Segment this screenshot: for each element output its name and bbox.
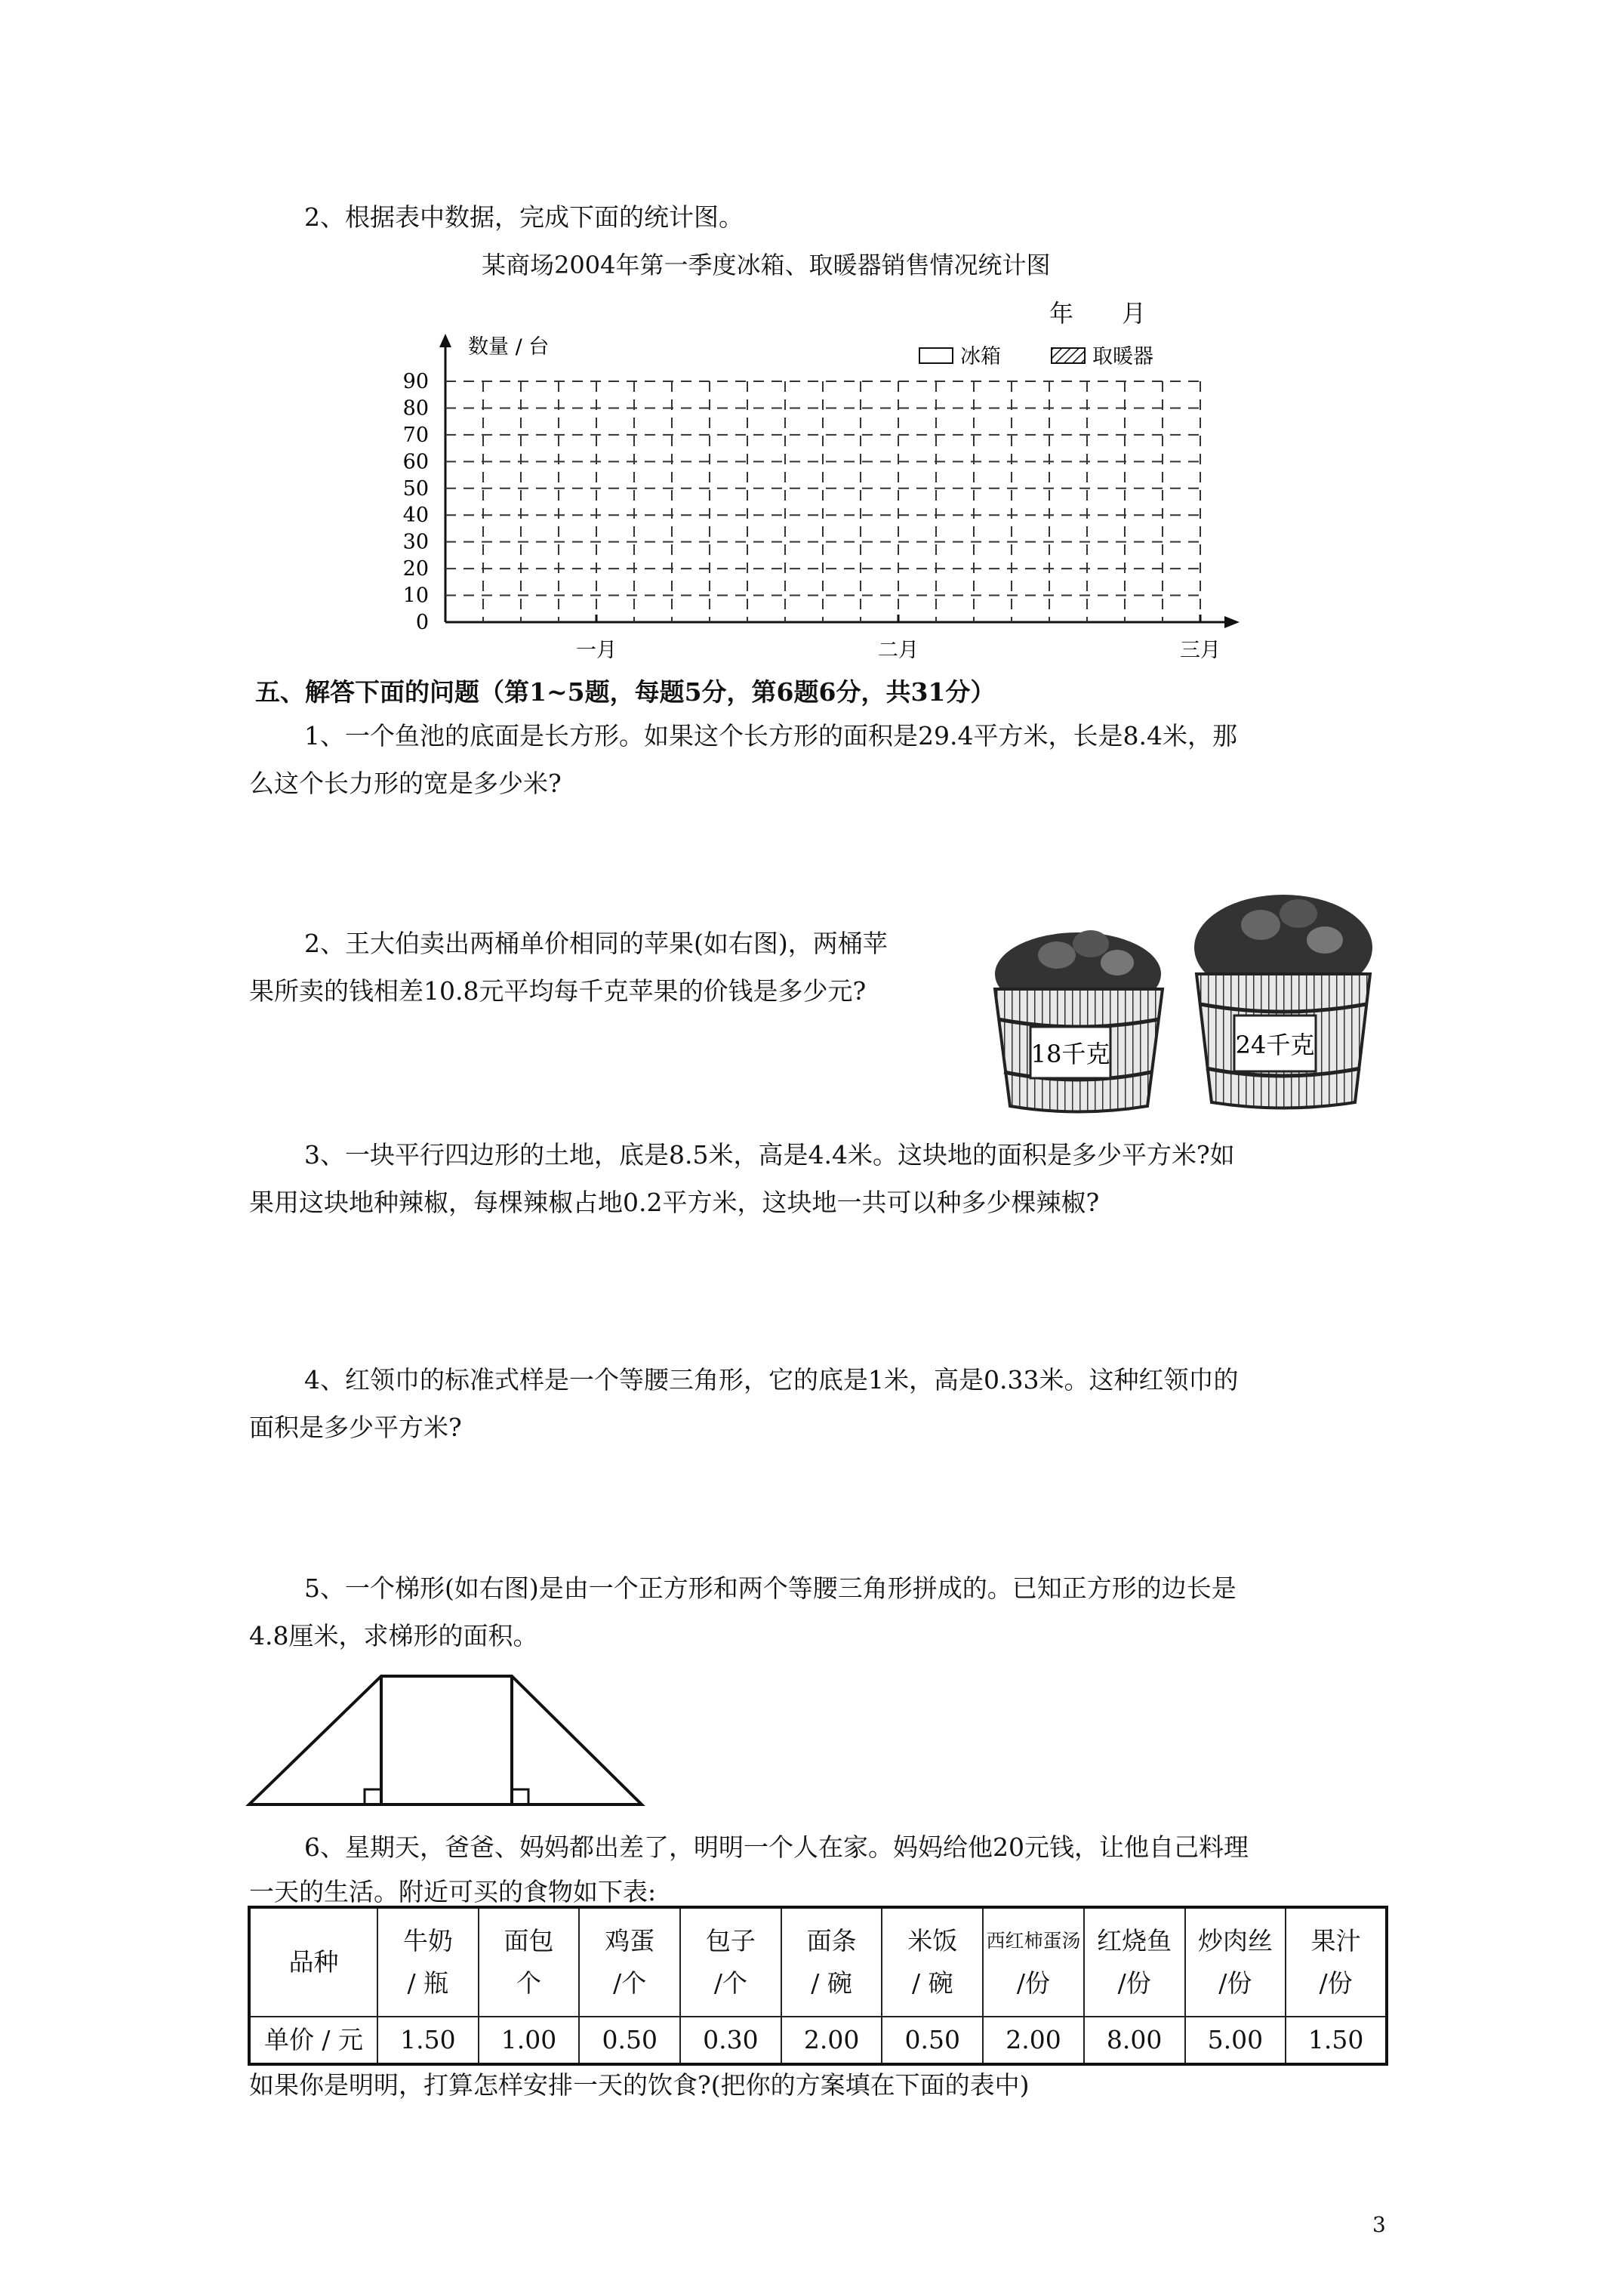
food-item-cell [377, 1907, 479, 2017]
food-item-unit: / 碗 [911, 1968, 953, 1998]
food-item-cell [1084, 1907, 1185, 2017]
q1-line2: 么这个长力形的宽是多少米? [249, 769, 562, 798]
x-tick-label: 一月 [576, 639, 617, 662]
food-item-name: 米饭 [907, 1926, 958, 1955]
food-item-unit: /份 [1218, 1968, 1252, 1998]
food-item-unit: / 瓶 [407, 1968, 449, 1998]
basket-label-large: 24千克 [1235, 1031, 1315, 1059]
food-item-unit: / 碗 [811, 1968, 852, 1998]
q3-line2: 果用这块地种辣椒，每棵辣椒占地0.2平方米，这块地一共可以种多少棵辣椒? [249, 1188, 1100, 1217]
y-axis-label: 数量 / 台 [468, 335, 550, 359]
food-item-price: 8.00 [1084, 2017, 1185, 2064]
food-item-cell [1286, 1907, 1387, 2017]
food-item-name: 面条 [806, 1926, 857, 1955]
x-tick-label: 三月 [1180, 639, 1221, 662]
food-item-cell [579, 1907, 680, 2017]
food-item-name: 牛奶 [402, 1926, 453, 1955]
q5-line1: 5、一个梯形(如右图)是由一个正方形和两个等腰三角形拼成的。已知正方形的边长是 [304, 1573, 1236, 1603]
table-header-cell: 单价 / 元 [249, 2017, 377, 2064]
q6-line1: 6、星期天，爸爸、妈妈都出差了，明明一个人在家。妈妈给他20元钱，让他自己料理 [304, 1832, 1249, 1862]
right-angle-mark-left [365, 1789, 381, 1804]
food-item-name: 面包 [504, 1926, 554, 1955]
page-number: 3 [1372, 2212, 1386, 2237]
y-tick-label: 50 [402, 476, 429, 501]
y-tick-label: 20 [402, 557, 429, 581]
food-item-price: 5.00 [1185, 2017, 1286, 2064]
food-item-cell [882, 1907, 983, 2017]
food-item-price: 1.50 [1286, 2017, 1387, 2064]
chart-question-prompt: 2、根据表中数据，完成下面的统计图。 [304, 202, 744, 232]
food-item-name: 西红柿蛋汤 [986, 1930, 1081, 1952]
food-item-cell [680, 1907, 781, 2017]
chart-title: 某商场2004年第一季度冰箱、取暖器销售情况统计图 [482, 251, 1051, 279]
food-item-name: 包子 [705, 1926, 756, 1955]
q4-line2: 面积是多少平方米? [249, 1413, 462, 1442]
right-angle-mark-right [512, 1789, 528, 1804]
table-header-cell: 品种 [249, 1907, 377, 2017]
food-item-cell [781, 1907, 882, 2017]
food-item-name: 红烧鱼 [1097, 1926, 1172, 1955]
food-item-cell [983, 1907, 1084, 2017]
food-item-price: 2.00 [781, 2017, 882, 2064]
food-item-price: 0.50 [882, 2017, 983, 2064]
q6-line2: 一天的生活。附近可买的食物如下表: [249, 1877, 657, 1906]
food-item-unit: /个 [613, 1968, 647, 1998]
y-tick-label: 10 [402, 584, 429, 608]
food-item-name: 鸡蛋 [605, 1926, 655, 1955]
food-price-table [248, 1906, 1388, 2066]
table-row [249, 2017, 1387, 2064]
y-tick-label: 30 [402, 530, 429, 554]
q4-line1: 4、红领巾的标准式样是一个等腰三角形，它的底是1米，高是0.33米。这种红领巾的 [304, 1365, 1239, 1395]
section-heading: 五、解答下面的问题（第1~5题，每题5分，第6题6分，共31分） [255, 677, 996, 707]
food-item-cell [1185, 1907, 1286, 2017]
food-item-unit: /份 [1016, 1968, 1051, 1998]
food-item-price: 2.00 [983, 2017, 1084, 2064]
food-item-name: 果汁 [1310, 1926, 1361, 1955]
legend-label-fridge: 冰箱 [960, 345, 1001, 368]
food-item-price: 1.00 [479, 2017, 580, 2064]
x-tick-label: 二月 [878, 639, 919, 662]
q2-line1: 2、王大伯卖出两桶单价相同的苹果(如右图)，两桶苹 [304, 929, 888, 958]
legend-label-heater: 取暖器 [1092, 345, 1153, 368]
chart-date-label: 年 月 [1049, 299, 1147, 328]
q3-line1: 3、一块平行四边形的土地，底是8.5米，高是4.4米。这块地的面积是多少平方米?如 [304, 1140, 1235, 1170]
q2-line2: 果所卖的钱相差10.8元平均每千克苹果的价钱是多少元? [249, 976, 867, 1006]
q5-line2: 4.8厘米，求梯形的面积。 [249, 1621, 538, 1650]
trapezoid-outline [249, 1676, 642, 1804]
basket-label-small: 18千克 [1030, 1040, 1110, 1068]
food-item-price: 0.30 [680, 2017, 781, 2064]
table-row [249, 1907, 1387, 2017]
food-item-unit: /份 [1319, 1968, 1353, 1998]
y-tick-label: 70 [402, 423, 429, 447]
food-item-cell [479, 1907, 580, 2017]
food-item-price: 1.50 [377, 2017, 479, 2064]
food-item-unit: /份 [1117, 1968, 1151, 1998]
y-tick-label: 80 [402, 396, 429, 421]
y-tick-label: 90 [402, 370, 429, 393]
q6-after: 如果你是明明，打算怎样安排一天的饮食?(把你的方案填在下面的表中) [249, 2070, 1030, 2100]
food-item-unit: /个 [713, 1968, 747, 1998]
food-item-unit: 个 [516, 1968, 542, 1998]
y-tick-label: 60 [402, 450, 429, 474]
y-tick-label: 0 [415, 611, 429, 634]
food-item-name: 炒肉丝 [1197, 1926, 1273, 1955]
q1-line1: 1、一个鱼池的底面是长方形。如果这个长方形的面积是29.4平方米，长是8.4米，那 [304, 721, 1237, 750]
food-item-price: 0.50 [579, 2017, 680, 2064]
y-tick-label: 40 [402, 504, 429, 528]
